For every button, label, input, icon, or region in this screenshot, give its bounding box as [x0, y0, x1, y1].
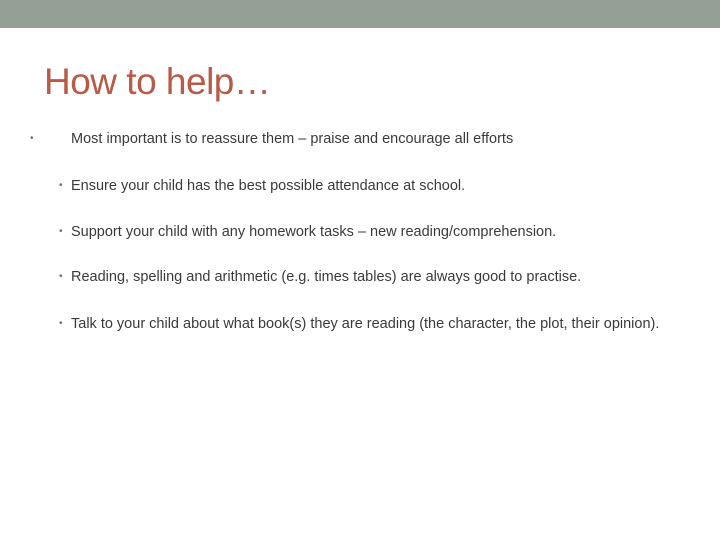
bullet-text: Reading, spelling and arithmetic (e.g. times tables) are always good to practise. [71, 269, 582, 285]
bullet-item [59, 314, 671, 334]
bullet-marker: • [59, 271, 63, 282]
bullet-item [59, 176, 671, 196]
bullet-marker: • [30, 133, 34, 144]
bullet-text: Support your child with any homework tasks – new reading/comprehension. [71, 224, 557, 240]
bullet-marker: • [59, 180, 63, 191]
bullet-marker: • [59, 318, 63, 329]
bullet-item [59, 267, 671, 287]
bullet-item [30, 129, 671, 149]
bullet-item [59, 222, 671, 242]
bullet-text: Talk to your child about what book(s) they are reading (the character, the plot, their opinion). [71, 316, 660, 332]
bullet-text: Ensure your child has the best possible attendance at school. [71, 178, 466, 194]
bullet-marker: • [59, 226, 63, 237]
slide-title: How to help… [44, 61, 271, 102]
bullet-text: Most important is to reassure them – praise and encourage all efforts [71, 131, 514, 147]
